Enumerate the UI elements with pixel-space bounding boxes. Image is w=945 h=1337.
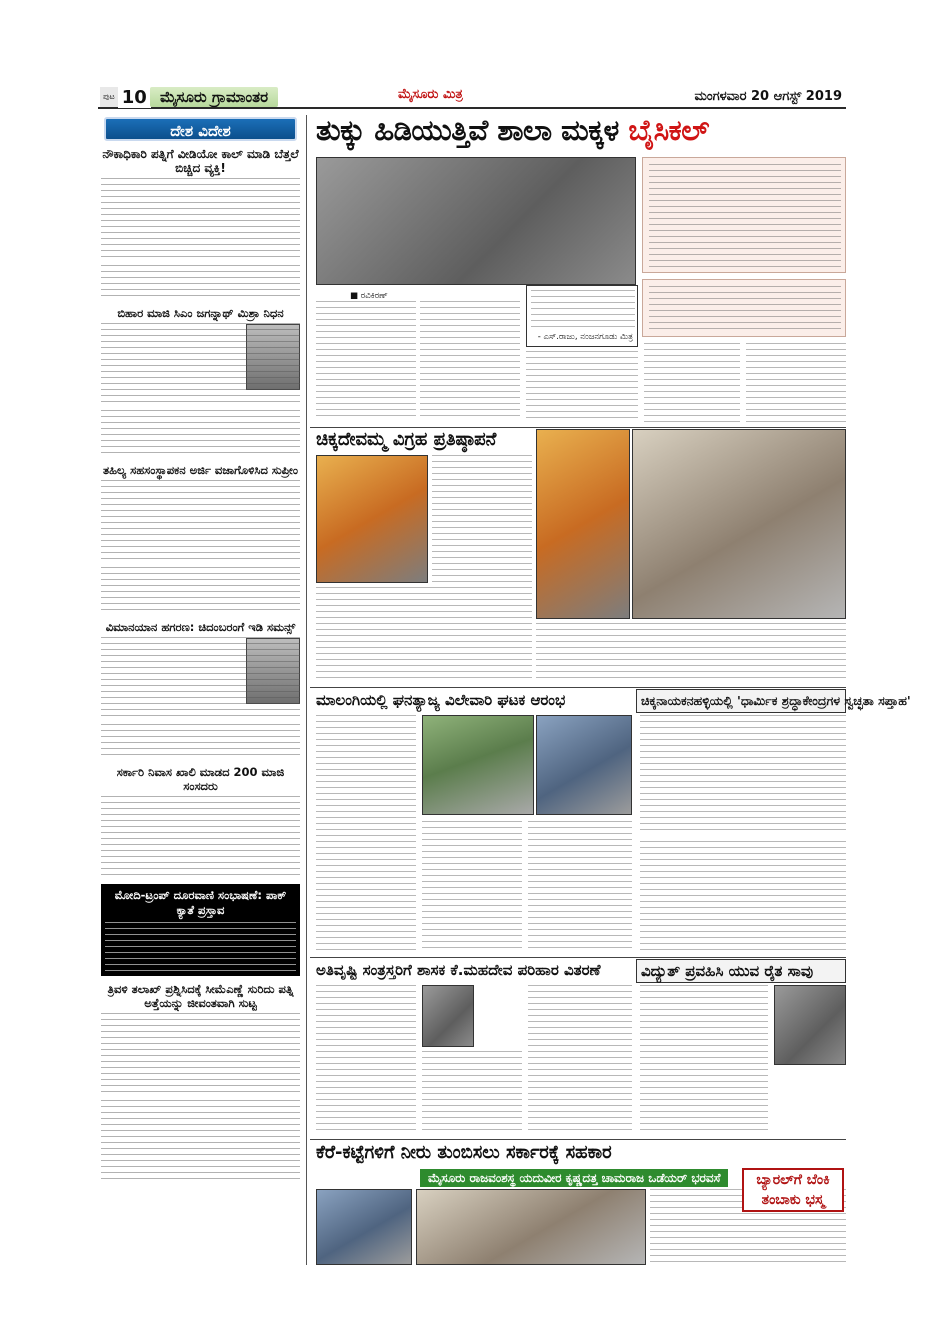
page-number: 10 <box>118 87 151 108</box>
side-news-box: ಬ್ಯಾರಲ್‌ಗೆ ಬೆಂಕಿ ತಂಬಾಕು ಭಸ್ಮ <box>742 1168 844 1212</box>
article-headline: ಸರ್ಕಾರಿ ನಿವಾಸ ಖಾಲಿ ಮಾಡದ 200 ಮಾಜಿ ಸಂಸದರು <box>116 765 285 793</box>
section-rule <box>310 687 846 688</box>
article-body-text <box>528 985 632 1135</box>
section-tag: ದೇಶ ವಿದೇಶ <box>104 117 297 141</box>
story-headline: ಚಿಕ್ಕದೇವಮ್ಮ ವಿಗ್ರಹ ಪ್ರತಿಷ್ಠಾಪನೆ <box>316 429 497 450</box>
article-body-text <box>101 323 300 407</box>
article-body-text <box>432 455 532 583</box>
article-headline: ತ್ರಿವಳಿ ತಲಾಖ್ ಪ್ರಶ್ನಿಸಿದಕ್ಕೆ ಸೀಮೆಎಣ್ಣೆ ಸುರಿದು ಪತ್ನಿ ಅತ್ತೆಯನ್ನು ಜೀವಂತವಾಗಿ ಸುಟ್ಟ <box>107 982 294 1010</box>
highlight-body-text <box>105 922 296 972</box>
article-body-text <box>528 821 632 953</box>
article-body-text <box>422 821 522 953</box>
article-body-text <box>640 715 846 835</box>
photo-caption-box <box>526 285 638 347</box>
article-body-text <box>640 841 846 953</box>
article-headline: ನೌಕಾಧಿಕಾರಿ ಪತ್ನಿಗೆ ವೀಡಿಯೋ ಕಾಲ್ ಮಾಡಿ ಬೆತ್ತಲೆ ಬಿಚ್ಚಿದ ವ್ಯಕ್ತಿ! <box>102 147 299 175</box>
masthead <box>98 85 846 109</box>
highlight-box <box>101 884 300 976</box>
waste-unit-photo <box>422 715 534 815</box>
left-column <box>98 115 303 1265</box>
article-body-text <box>316 587 532 683</box>
edition-name: ಮೈಸೂರು ಗ್ರಾಮಾಂತರ <box>150 87 278 107</box>
photo-caption-text <box>536 623 846 683</box>
section-rule <box>310 427 846 428</box>
article-body-text <box>101 1013 300 1097</box>
story-headline: ಚಿಕ್ಕನಾಯಕನಹಳ್ಳಿಯಲ್ಲಿ 'ಧಾರ್ಮಿಕ ಶ್ರದ್ಧಾಕೇಂದ್ರಗಳ ಸ್ವಚ್ಛತಾ ಸಪ್ತಾಹ' <box>636 689 846 713</box>
article-body-text <box>101 410 300 458</box>
story-headline: ಮಾಲಂಗಿಯಲ್ಲಿ ಘನತ್ಯಾಜ್ಯ ವಿಲೇವಾರಿ ಘಟಕ ಆರಂಭ <box>316 691 566 709</box>
article-body-text <box>644 343 740 423</box>
page-number-badge <box>100 87 151 107</box>
article-headline: ತಹಿಲ್ಯ ಸಹಸಂಸ್ಥಾಪಕನ ಅರ್ಜಿ ವಜಾಗೊಳಿಸಿದ ಸುಪ್ರೀಂ <box>103 463 298 477</box>
issue-date: ಮಂಗಳವಾರ 20 ಆಗಸ್ಟ್ 2019 <box>694 89 842 104</box>
page-tag: ಪುಟ <box>103 92 115 101</box>
event-photo <box>416 1189 646 1265</box>
article-body-text <box>101 480 300 564</box>
article-body-text <box>101 265 300 301</box>
article-body-text <box>101 178 300 262</box>
article-body-text <box>101 1100 300 1184</box>
article-body-text <box>101 724 300 760</box>
byline: ■ ರವಿಕಿರಣ್ <box>350 291 388 301</box>
article-body-text <box>422 1051 522 1135</box>
section-rule <box>310 1139 846 1140</box>
quote-text <box>649 164 841 268</box>
photo-caption-text <box>531 290 635 330</box>
story-headline: ಕೆರೆ-ಕಟ್ಟೆಗಳಿಗೆ ನೀರು ತುಂಬಿಸಲು ಸರ್ಕಾರಕ್ಕೆ ಸಹಕಾರ <box>316 1142 612 1163</box>
ceremony-photo <box>536 429 630 619</box>
quote-text <box>649 286 841 332</box>
article-headline: ವಿಮಾನಯಾನ ಹಗರಣ: ಚಿದಂಬರಂಗೆ ಇಡಿ ಸಮನ್ಸ್ <box>105 620 296 634</box>
story-subheadline: ಮೈಸೂರು ರಾಜವಂಶಸ್ಥ ಯದುವೀರ ಕೃಷ್ಣದತ್ತ ಚಾಮರಾಜ ಒಡೆಯರ್ ಭರವಸೆ <box>420 1169 728 1187</box>
article-body-text <box>746 343 846 423</box>
lead-headline-accent: ಬೈಸಿಕಲ್ <box>628 113 709 147</box>
section-rule <box>310 957 846 958</box>
column-divider <box>306 115 307 1265</box>
lead-photo-bicycles <box>316 157 636 285</box>
story-headline: ವಿದ್ಯುತ್ ಪ್ರವಹಿಸಿ ಯುವ ರೈತ ಸಾವು <box>636 959 846 983</box>
article-body-text <box>420 301 520 421</box>
article-body-text <box>101 637 300 721</box>
lead-headline <box>310 111 846 149</box>
article-headline: ಬಿಹಾರ ಮಾಜಿ ಸಿಎಂ ಜಗನ್ನಾಥ್ ಮಿಶ್ರಾ ನಿಧನ <box>117 306 284 320</box>
article-body-text <box>101 567 300 615</box>
highlight-headline: ಮೋದಿ-ಟ್ರಂಪ್ ದೂರವಾಣಿ ಸಂಭಾಷಣೆ: ಪಾಕ್ ಕ್ಯಾತೆ ಪ್ರಸ್ತಾವ <box>114 888 287 917</box>
article-body-text <box>526 351 638 421</box>
photo-credit: - ಎಸ್.ರಾಜು, ನಂಜನಗೂಡು ಮಿತ್ರ <box>537 332 633 342</box>
quote-box <box>642 279 846 337</box>
victim-portrait <box>774 985 846 1065</box>
brand-logo: ಮೈಸೂರು ಮಿತ್ರ <box>398 87 463 102</box>
article-body-text <box>316 715 416 953</box>
article-body-text <box>316 985 416 1135</box>
article-body-text <box>640 985 768 1135</box>
speaker-photo <box>316 1189 412 1265</box>
article-body-text <box>101 796 300 880</box>
mla-portrait <box>422 985 474 1047</box>
vehicle-photo <box>536 715 632 815</box>
story-headline: ಅತಿವೃಷ್ಟಿ ಸಂತ್ರಸ್ತರಿಗೆ ಶಾಸಕ ಕೆ.ಮಹದೇವ ಪರಿಹಾರ ವಿತರಣೆ <box>316 961 601 979</box>
seers-photo <box>632 429 846 619</box>
article-body-text <box>316 301 416 421</box>
newspaper-page <box>98 85 911 1265</box>
lead-headline-text: ತುಕ್ಕು ಹಿಡಿಯುತ್ತಿವೆ ಶಾಲಾ ಮಕ್ಕಳ <box>316 113 619 147</box>
quote-box <box>642 157 846 273</box>
main-area <box>310 111 911 1265</box>
temple-photo <box>316 455 428 583</box>
